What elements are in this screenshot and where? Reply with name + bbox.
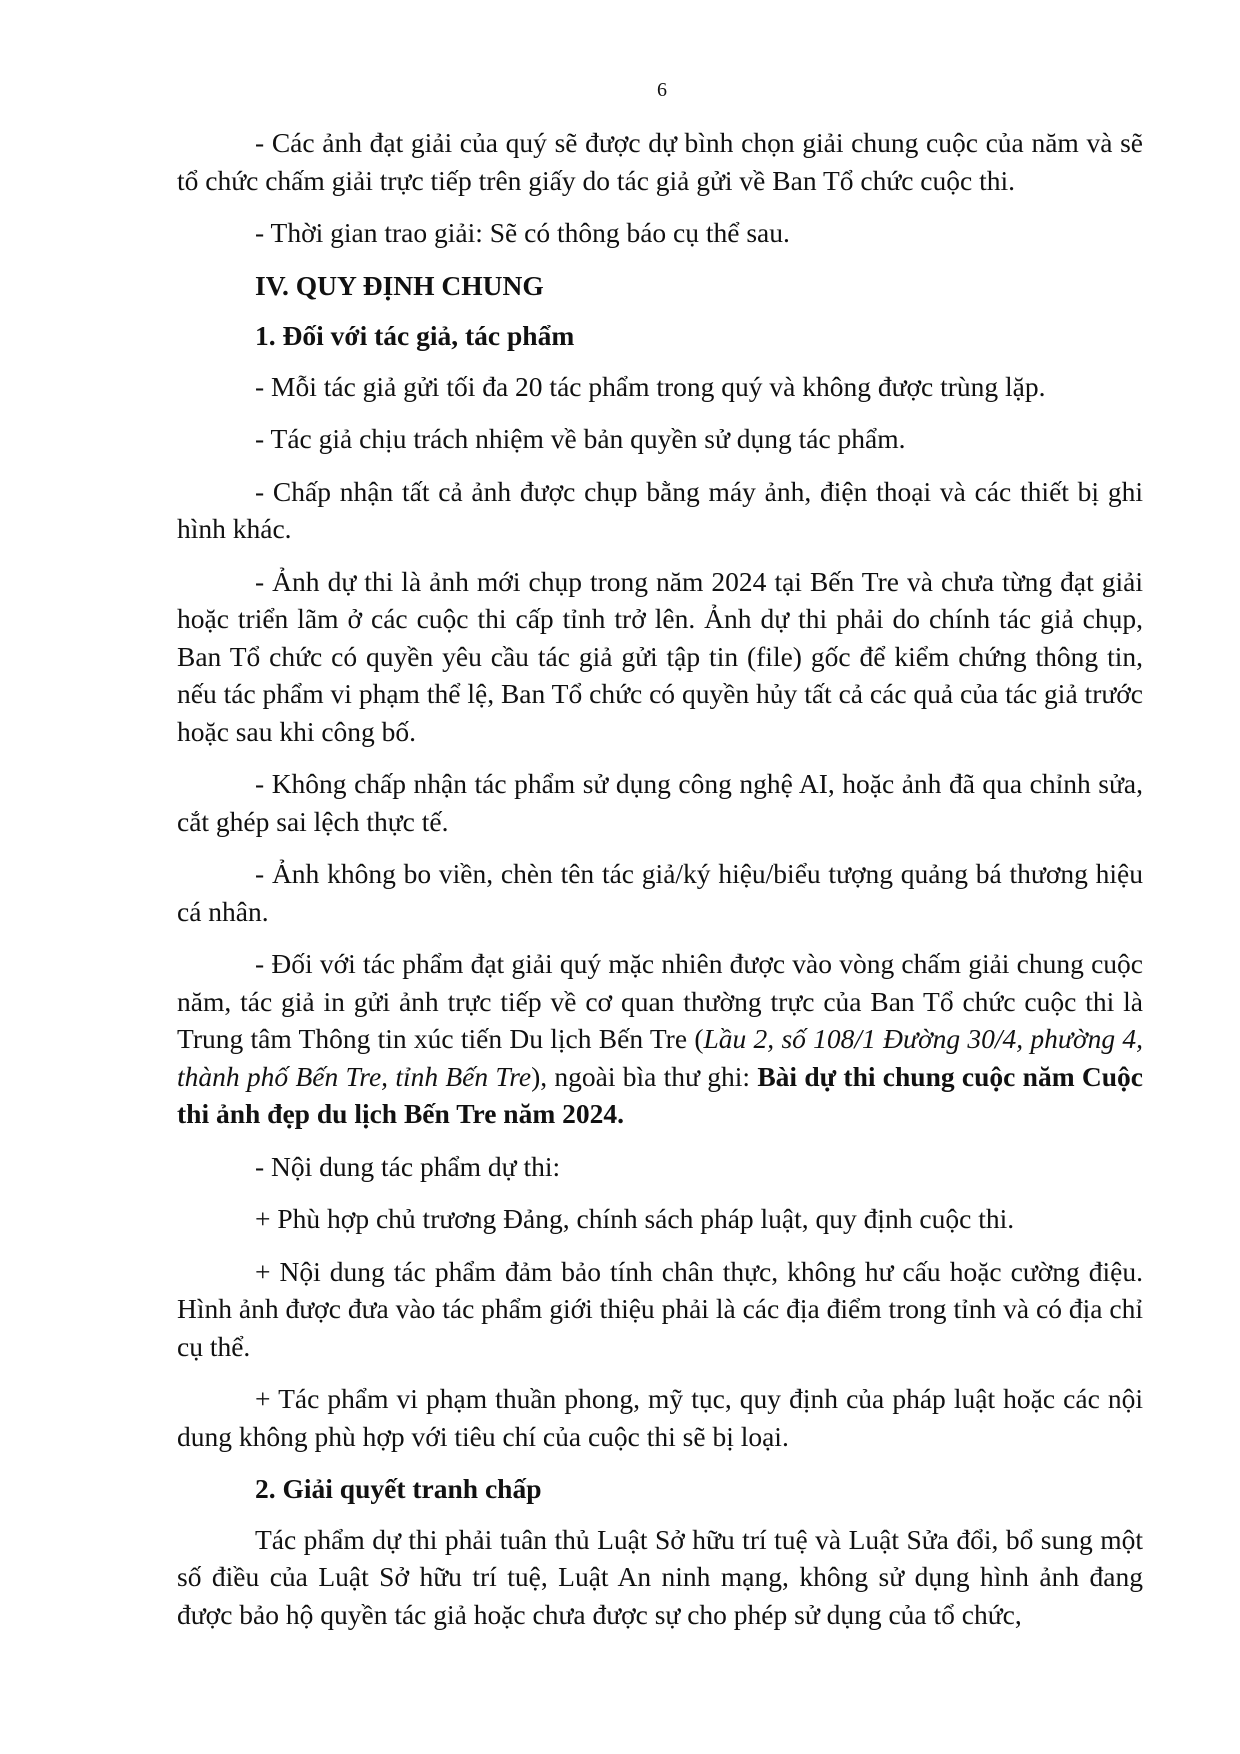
submission-text-start: - Đối với tác phẩm đạt giải quý mặc nhiên được vào vòng chấm giải chung cuộc năm, tác giả in gửi ảnh trực tiếp về cơ quan thường trực của Ban Tổ chức cuộc thi là Trung tâm Thông tin xúc tiến Du lịch Bến Tre ( [177,948,1143,1054]
section-heading-general-rules: IV. QUY ĐỊNH CHUNG [255,269,544,301]
document-body [177,124,1143,1648]
submission-address: Lầu 2, số 108/1 Đường 30/4, phường 4, thành phố Bến Tre, tỉnh Bến Tre [177,1023,1144,1092]
paragraph-award-time: - Thời gian trao giải: Sẽ có thông báo cụ thể sau. [255,217,790,248]
paragraph-authenticity: + Nội dung tác phẩm đảm bảo tính chân thực, không hư cấu hoặc cường điệu. Hình ảnh được đưa vào tác phẩm giới thiệu phải là các địa điểm trong tỉnh và có địa chỉ cụ thể. [177,1255,1143,1362]
paragraph-max-entries: - Mỗi tác giả gửi tối đa 20 tác phẩm trong quý và không được trùng lặp. [255,370,1046,402]
submission-text-middle: ), ngoài bìa thư ghi: [531,1060,758,1092]
paragraph-accepted-devices: - Chấp nhận tất cả ảnh được chụp bằng máy ảnh, điện thoại và các thiết bị ghi hình khác. [177,475,1143,544]
paragraph-violations: + Tác phẩm vi phạm thuần phong, mỹ tục, quy định của pháp luật hoặc các nội dung không phù hợp với tiêu chí của cuộc thi sẽ bị loại. [177,1383,1143,1452]
page-number: 6 [657,79,667,101]
paragraph-no-borders: - Ảnh không bo viền, chèn tên tác giả/ký hiệu/biểu tượng quảng bá thương hiệu cá nhân. [177,858,1143,927]
paragraph-policy-compliance: + Phù hợp chủ trương Đảng, chính sách pháp luật, quy định cuộc thi. [255,1203,1015,1234]
paragraph-awards-final: - Các ảnh đạt giải của quý sẽ được dự bình chọn giải chung cuộc của năm và sẽ tổ chức chấm giải trực tiếp trên giấy do tác giả gửi về Ban Tổ chức cuộc thi. [177,127,1143,196]
paragraph-ip-compliance: Tác phẩm dự thi phải tuân thủ Luật Sở hữu trí tuệ và Luật Sửa đổi, bổ sung một số điều của Luật Sở hữu trí tuệ, Luật An ninh mạng, không sử dụng hình ảnh đang được bảo hộ quyền tác giả hoặc chưa được sự cho phép sử dụng của tổ chức, [177,1523,1143,1630]
paragraph-submission-address [177,945,1143,1133]
paragraph-content-requirements: - Nội dung tác phẩm dự thi: [255,1150,561,1182]
paragraph-copyright-responsibility: - Tác giả chịu trách nhiệm về bản quyền sử dụng tác phẩm. [255,423,906,454]
subsection-heading-dispute-resolution: 2. Giải quyết tranh chấp [255,1473,542,1504]
subsection-heading-authors-works: 1. Đối với tác giả, tác phẩm [255,320,575,351]
paragraph-no-ai: - Không chấp nhận tác phẩm sử dụng công nghệ AI, hoặc ảnh đã qua chỉnh sửa, cắt ghép sai lệch thực tế. [177,768,1143,837]
paragraph-photo-eligibility: - Ảnh dự thi là ảnh mới chụp trong năm 2024 tại Bến Tre và chưa từng đạt giải hoặc triển lãm ở các cuộc thi cấp tỉnh trở lên. Ảnh dự thi phải do chính tác giả chụp, Ban Tổ chức có quyền yêu cầu tác giả gửi tập tin (file) gốc để kiểm chứng thông tin, nếu tác phẩm vi phạm thể lệ, Ban Tổ chức có quyền hủy tất cả các quả của tác giả trước hoặc sau khi công bố. [177,565,1143,747]
envelope-label: Bài dự thi chung cuộc năm Cuộc thi ảnh đẹp du lịch Bến Tre năm 2024. [177,1060,1143,1129]
